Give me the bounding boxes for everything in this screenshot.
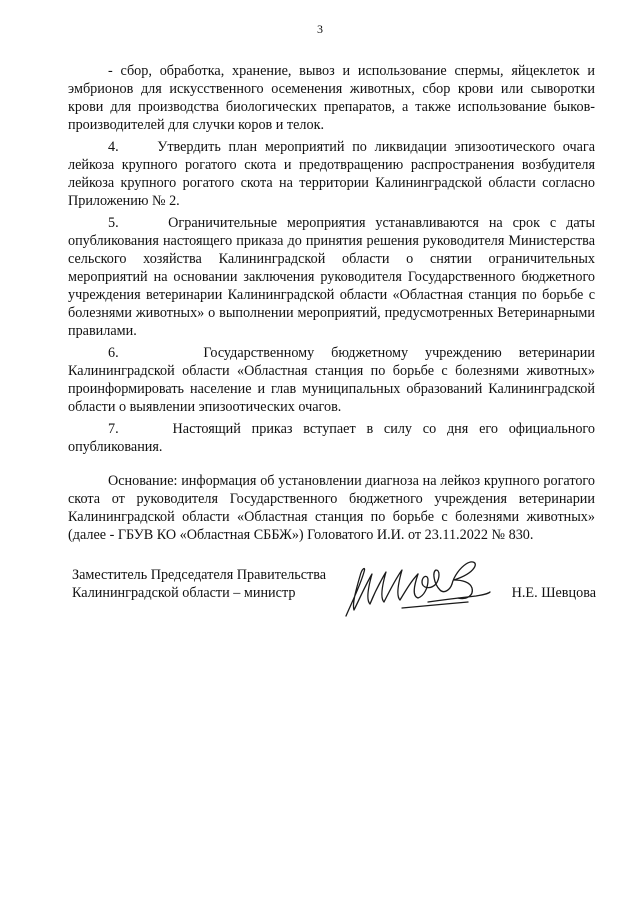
page-number: 3 — [317, 22, 323, 36]
document-body — [68, 62, 595, 544]
signer-title-line-2: Калининградской области – министр — [72, 585, 296, 601]
basis-paragraph: Основание: информация об установлении диагноза на лейкоз крупного рогатого скота от руководителя Государственного бюджетного учреждения ветеринарии Калининградской области «Областная станция по борьбе с болезнями животных» (далее - ГБУВ КО «Областная СББЖ») Головатого И.И. от 23.11.2022 № 830. — [68, 473, 595, 543]
signature-block — [72, 566, 596, 626]
paragraph-item-6: 6. Государственному бюджетному учреждению ветеринарии Калининградской области «Областная станция по борьбе с болезнями животных» проинформировать население и глав муниципальных образований Калининградской области о выявлении эпизоотических очагов. — [68, 345, 595, 415]
signer-title-line-1: Заместитель Председателя Правительства — [72, 567, 327, 583]
paragraph-list-item: - сбор, обработка, хранение, вывоз и использование спермы, яйцеклеток и эмбрионов для искусственного осеменения животных, сбор крови или сыворотки крови для производства биологических препаратов, а также использование быков-производителей для случки коров и телок. — [68, 63, 595, 133]
paragraph-item-7: 7. Настоящий приказ вступает в силу со дня его официального опубликования. — [68, 421, 595, 455]
paragraph-item-5: 5. Ограничительные мероприятия устанавливаются на срок с даты опубликования настоящего приказа до принятия решения руководителя Министерства сельского хозяйства Калининградской области о снятии ограничительных мероприятий на основании заключения руководителя Государственного бюджетного учреждения ветеринарии Калининградской области «Областная станция по борьбе с болезнями животных» о выполнении мероприятий, предусмотренных Ветеринарными правилами. — [68, 215, 595, 339]
handwritten-signature — [342, 550, 492, 622]
signer-name: Н.Е. Шевцова — [511, 585, 596, 601]
paragraph-item-4: 4. Утвердить план мероприятий по ликвидации эпизоотического очага лейкоза крупного рогатого скота и предотвращению распространения возбудителя лейкоза крупного рогатого скота на территории Калининградской области согласно Приложению № 2. — [68, 139, 595, 209]
signer-title — [72, 566, 326, 602]
